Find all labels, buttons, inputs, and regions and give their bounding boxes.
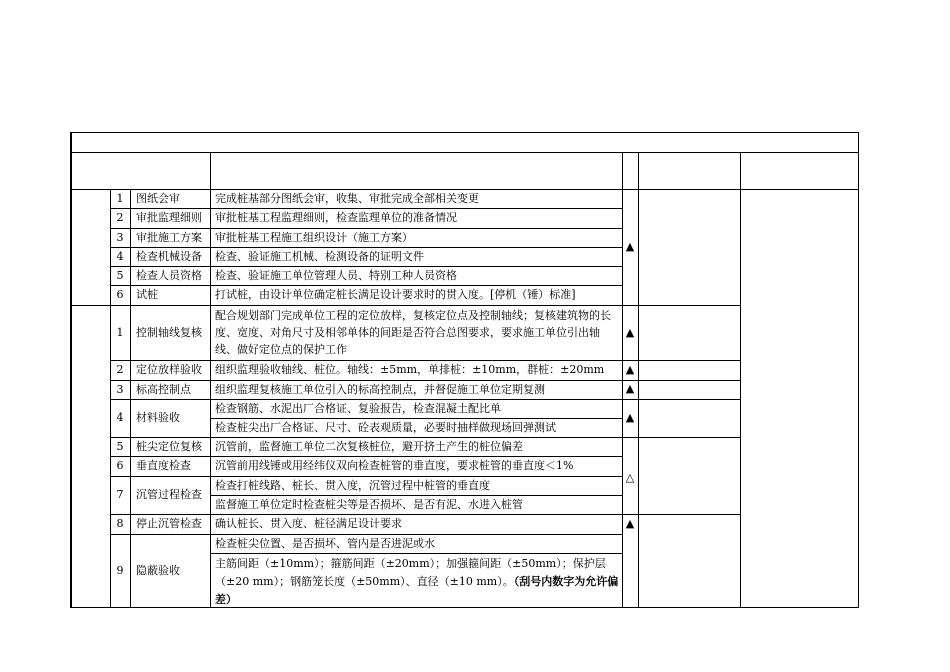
table-rule — [210, 553, 622, 554]
table-rule — [740, 152, 741, 608]
row-item: 审批监理细则 — [136, 211, 202, 224]
table-rule — [110, 534, 622, 535]
row-number: 4 — [116, 411, 124, 424]
table-rule — [70, 607, 858, 608]
row-number: 4 — [116, 250, 124, 263]
row-number: 5 — [116, 269, 124, 282]
row-item: 标高控制点 — [136, 383, 191, 396]
row-content: 检查桩尖位置、是否损坏、管内是否进泥或水 — [215, 537, 435, 550]
row-item: 定位放样验收 — [136, 363, 202, 376]
row-item: 停止沉管检查 — [136, 517, 202, 530]
row-content-secondary: 检查桩尖出厂合格证、尺寸、砼表观质量，必要时抽样做现场回弹测试 — [215, 421, 556, 434]
row-number: 8 — [116, 517, 124, 530]
filled-triangle-mark-icon: ▲ — [625, 517, 635, 530]
row-number: 7 — [116, 488, 124, 501]
row-item: 垂直度检查 — [136, 459, 191, 472]
table-rule — [622, 514, 638, 515]
filled-triangle-mark-icon: ▲ — [625, 363, 635, 376]
filled-triangle-mark-icon: ▲ — [625, 240, 635, 253]
filled-triangle-mark-icon: ▲ — [625, 326, 635, 339]
table-rule — [70, 132, 72, 608]
table-rule — [110, 456, 622, 457]
row-item: 检查机械设备 — [136, 250, 202, 263]
table-rule — [110, 437, 622, 438]
row-number: 3 — [116, 383, 124, 396]
row-number: 9 — [116, 564, 124, 577]
table-rule — [622, 305, 638, 306]
table-rule — [622, 399, 638, 400]
table-rule — [110, 285, 622, 286]
row-content: 沉管前，监督施工单位二次复核桩位，避开挤土产生的桩位偏差 — [215, 440, 523, 453]
table-rule — [110, 380, 622, 381]
row-content: 审批桩基工程施工组织设计（施工方案） — [215, 231, 413, 244]
row-item: 材料验收 — [136, 411, 180, 424]
row-number: 3 — [116, 231, 124, 244]
table-rule — [638, 437, 740, 438]
row-number: 6 — [116, 288, 124, 301]
filled-triangle-mark-icon: ▲ — [625, 411, 635, 424]
row-number: 5 — [116, 440, 124, 453]
row-number: 6 — [116, 459, 124, 472]
table-rule — [110, 228, 622, 229]
row-content: 审批桩基工程监理细则，检查监理单位的准备情况 — [215, 211, 457, 224]
table-rule — [110, 476, 622, 477]
row-item: 试桩 — [136, 288, 158, 301]
table-rule — [638, 399, 740, 400]
hollow-triangle-mark-icon: △ — [625, 471, 635, 484]
table-rule — [638, 514, 740, 515]
row-content: 配合规划部门完成单位工程的定位放样，复核定位点及控制轴线；复核建筑物的长度、宽度、对角尺寸及相邻单体的间距是否符合总图要求，要求施工单位引出轴线、做好定位点的保护工作 — [215, 309, 611, 356]
table-rule — [638, 380, 740, 381]
table-rule — [622, 437, 638, 438]
row-item: 沉管过程检查 — [136, 488, 202, 501]
row-item: 隐蔽验收 — [136, 564, 180, 577]
row-content-secondary: 监督施工单位定时检查桩尖等是否损坏、是否有泥、水进入桩管 — [215, 498, 523, 511]
row-content: 检查、验证施工机械、检测设备的证明文件 — [215, 250, 424, 263]
row-item: 图纸会审 — [136, 192, 180, 205]
table-rule — [70, 305, 622, 306]
row-item: 桩尖定位复核 — [136, 440, 202, 453]
row-item: 检查人员资格 — [136, 269, 202, 282]
table-rule — [622, 380, 638, 381]
table-rule — [638, 305, 740, 306]
row-item: 审批施工方案 — [136, 231, 202, 244]
table-rule — [110, 514, 622, 515]
filled-triangle-mark-icon: ▲ — [625, 382, 635, 395]
table-rule — [858, 132, 859, 608]
row-content: 检查打桩线路、桩长、贯入度，沉管过程中桩管的垂直度 — [215, 479, 490, 492]
row-content: 沉管前用线锤或用经纬仪双向检查桩管的垂直度，要求桩管的垂直度＜1% — [215, 459, 574, 472]
row-content: 组织监理复核施工单位引入的标高控制点，并督促施工单位定期复测 — [215, 383, 545, 396]
row-content: 打试桩，由设计单位确定桩长满足设计要求时的贯入度。[停机（锤）标准] — [215, 288, 576, 301]
table-rule — [210, 418, 622, 419]
row-content: 检查钢筋、水泥出厂合格证、复验报告，检查混凝土配比单 — [215, 402, 501, 415]
table-rule — [110, 247, 622, 248]
row-content: 组织监理验收轴线、桩位。轴线：±5mm，单排桩：±10mm，群桩：±20mm — [215, 363, 605, 376]
table-rule — [110, 399, 622, 400]
row-number: 2 — [116, 363, 124, 376]
table-rule — [110, 266, 622, 267]
row-content: 检查、验证施工单位管理人员、特别工种人员资格 — [215, 269, 457, 282]
row-item: 控制轴线复核 — [136, 326, 202, 339]
table-rule — [210, 495, 622, 496]
table-rule — [110, 360, 622, 361]
row-content: 完成桩基部分图纸会审，收集、审批完成全部相关变更 — [215, 192, 479, 205]
row-content: 确认桩长、贯入度、桩径满足设计要求 — [215, 517, 402, 530]
row-content-secondary: 主筋间距（±10mm）；箍筋间距（±20mm）；加强箍间距（±50mm）；保护层（±20 mm）；钢筋笼长度（±50mm）、直径（±10 mm）。（刮号内数字为允许偏差） — [215, 557, 619, 606]
table-rule — [110, 208, 622, 209]
table-rule — [70, 132, 858, 133]
row-number: 1 — [116, 326, 124, 339]
table-rule — [638, 360, 740, 361]
row-number: 1 — [116, 192, 124, 205]
table-rule — [622, 360, 638, 361]
row-number: 2 — [116, 211, 124, 224]
